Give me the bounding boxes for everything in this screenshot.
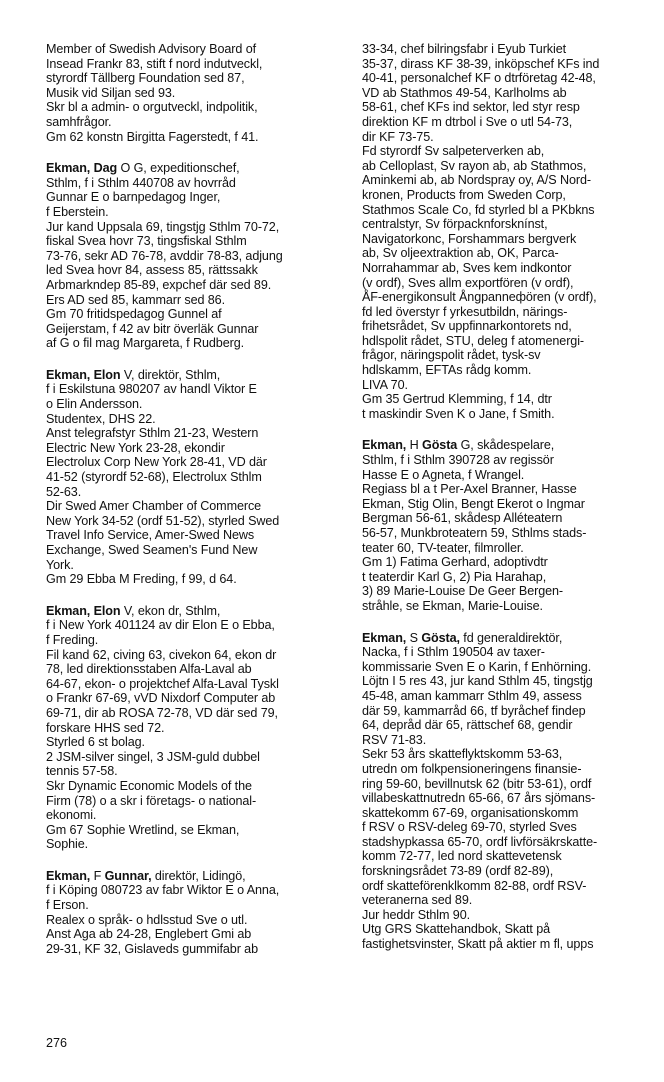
entry-body: 33-34, chef bilringsfabr i Eyub Turkiet 35-37, dirass KF 38-39, inköpschef KFs ind 40-41, personalchef KF o dtrföretag 42-48, VD ab Stathmos 49-54, Karlholms ab 58-61, chef KFs ind sektor, led styr resp direktion KF m dtrbol i Sve o utl 54-73, dir KF 73-75. Fd styrordf Sv salpeterverken ab, ab Celloplast, Sv rayon ab, ab Stathmos, Aminkemi ab, ab Nordspray oy, A/S Nord- kronen, Products from Sweden Corp, Stathmos Scale Co, fd styrled bl a PKbkns centralstyr, Sv förpacknforsknínst, Navigatorkonc, Forshammars bergverk ab, Sv oljeextraktion ab, OK, Parca- Norrahammar ab, Sves kem indkontor (v ordf), Sves allm exportfören (v ordf), ÅF-energikonsult Ångpanneфören (v ordf), fd led överstyr f yrkesutbildn, närings- frihetsrådet, Sv uppfinnarkontorets nd, hdlspolit rådet, STU, deleg f atomenergi- frågor, näringspolit rådet, tysk-sv hdlskamm, EFTAs rådg komm. LIVA 70. Gm 35 Gertrud Klemming, f 14, dtr t maskindir Sven K o Jane, f Smith. bbox=[362, 42, 600, 421]
entry-lead: fd generaldirektör, bbox=[459, 630, 563, 645]
entry-ekman-h-gosta bbox=[362, 438, 658, 613]
entry-ekman-elon-1 bbox=[46, 368, 342, 587]
entry-ekman-s-gosta bbox=[362, 631, 658, 952]
entry-headword: Ekman, bbox=[362, 630, 407, 645]
entry-lead: V, direktör, Sthlm, bbox=[120, 367, 221, 382]
entry-headword: Ekman, Dag bbox=[46, 161, 118, 176]
entry-ekman-elon-2 bbox=[46, 604, 342, 852]
left-column bbox=[46, 42, 342, 973]
page-number: 276 bbox=[46, 1036, 68, 1050]
entry-body: f i New York 401124 av dir Elon E o Ebba, f Freding. Fil kand 62, civing 63, civekon 64, ekon dr 78, led direktionsstaben Alfa-Laval ab 64-67, ekon- o projektchef Alfa-Laval Tyskl o Frankr 67-69, vVD Nixdorf Computer ab 69-71, dir ab ROSA 72-78, VD där sed 79, forskare HHS sed 72. Styrled 6 st bolag. 2 JSM-silver singel, 3 JSM-guld dubbel tennis 57-58. Skr Dynamic Economic Models of the Firm (78) o a skr i företags- o national- ekonomi. Gm 67 Sophie Wretlind, se Ekman, Sophie. bbox=[46, 618, 279, 852]
entry-body: Sthlm, f i Sthlm 440708 av hovrråd Gunnar E o barnpedagog Inger, f Eberstein. Jur kand Uppsala 69, tingstjg Sthlm 70-72, fiskal Svea hovr 73, tingsfiskal Sthlm 73-76, sekr AD 76-78, avddir 78-83, adjung led Svea hovr 84, assess 85, rättssakk Arbmarkndep 85-89, expchef där sed 89. Ers AD sed 85, kammarr sed 86. Gm 70 fritidspedagog Gunnel af Geijerstam, f 42 av bitr överläk Gunnar af G o fil mag Margareta, f Rudberg. bbox=[46, 175, 283, 351]
entry-headword: Ekman, Elon bbox=[46, 603, 121, 618]
entry-headword-given: Gunnar, bbox=[104, 868, 152, 883]
entry-headword: Ekman, bbox=[46, 868, 91, 883]
entry-initial: H bbox=[406, 438, 422, 453]
entry-ekman-dag bbox=[46, 161, 342, 351]
entry-lead: direktör, Lidingö, bbox=[151, 868, 246, 883]
entry-continuation bbox=[362, 42, 658, 421]
entry-headword: Ekman, bbox=[362, 438, 407, 453]
entry-body: Nacka, f i Sthlm 190504 av taxer- kommissarie Sven E o Karin, f Enhörning. Löjtn I 5 res 43, jur kand Sthlm 45, tingstjg 45-48, aman kammarr Sthlm 49, assess där 59, kammarråd 66, tf byråchef findep 64, depråd där 65, rättschef 68, gendir RSV 71-83. Sekr 53 års skatteflyktskomm 53-63, utredn om folkpensioneringens finansie- ring 59-60, bevillnutsk 62 (bitr 53-61), ordf villabeskattnutredn 65-66, 67 års sjömans- skattekomm 67-69, organisationskomm f RSV o RSV-deleg 69-70, styrled Sves stadshypkassa 65-70, ordf livförsäkrskatte- komm 72-77, led nord skattevetensk forskningsrådet 73-89 (ordf 82-89), ordf skatteförenklkomm 82-88, ordf RSV- veteranerna sed 89. Jur heddr Sthlm 90. Utg GRS Skattehandbok, Skatt på fastighetsvinster, Skatt på aktier m fl, upps bbox=[362, 645, 598, 952]
entry-body: f i Eskilstuna 980207 av handl Viktor E o Elin Andersson. Studentex, DHS 22. Anst telegrafstyr Sthlm 21-23, Western Electric New York 23-28, ekondir Electrolux Corp New York 28-41, VD där 41-52 (styrordf 52-68), Electrolux Sthlm 52-63. Dir Swed Amer Chamber of Commerce New York 34-52 (ordf 51-52), styrled Swed Travel Info Service, Amer-Swed News Exchange, Swed Seamen's Fund New York. Gm 29 Ebba M Freding, f 99, d 64. bbox=[46, 382, 280, 587]
entry-ekman-gunnar bbox=[46, 869, 342, 957]
entry-initial: F bbox=[90, 868, 105, 883]
entry-lead: O G, expeditionschef, bbox=[117, 161, 240, 176]
right-column bbox=[362, 42, 658, 969]
entry-headword-given: Gösta, bbox=[421, 630, 460, 645]
entry-headword: Ekman, Elon bbox=[46, 367, 121, 382]
entry-headword-given: Gösta bbox=[422, 438, 458, 453]
entry-body: Sthlm, f i Sthlm 390728 av regissör Hasse E o Agneta, f Wrangel. Regiass bl a t Per-Axel Branner, Hasse Ekman, Stig Olin, Bengt Ekerot o Ingmar Bergman 56-61, skådesp Alléteatern 56-57, Munkbroteatern 59, Sthlms stads- teater 60, TV-teater, filmroller. Gm 1) Fatima Gerhard, adoptivdtr t teaterdir Karl G, 2) Pia Harahap, 3) 89 Marie-Louise De Geer Bergen- stråhle, se Ekman, Marie-Louise. bbox=[362, 453, 587, 613]
entry-body: Member of Swedish Advisory Board of Insead Frankr 83, stift f nord indutveckl, styrordf Tällberg Foundation sed 87, Musik vid Siljan sed 93. Skr bl a admin- o orgutveckl, indpolitik, samhfrågor. Gm 62 konstn Birgitta Fagerstedt, f 41. bbox=[46, 42, 263, 144]
entry-body: f i Köping 080723 av fabr Wiktor E o Anna, f Erson. Realex o språk- o hdlsstud Sve o utl. Anst Aga ab 24-28, Englebert Gmi ab 29-31, KF 32, Gislaveds gummifabr ab bbox=[46, 883, 280, 956]
entry-initial: S bbox=[406, 630, 422, 645]
entry-continuation bbox=[46, 42, 342, 144]
entry-lead: V, ekon dr, Sthlm, bbox=[120, 603, 221, 618]
entry-lead: G, skådespelare, bbox=[457, 438, 555, 453]
